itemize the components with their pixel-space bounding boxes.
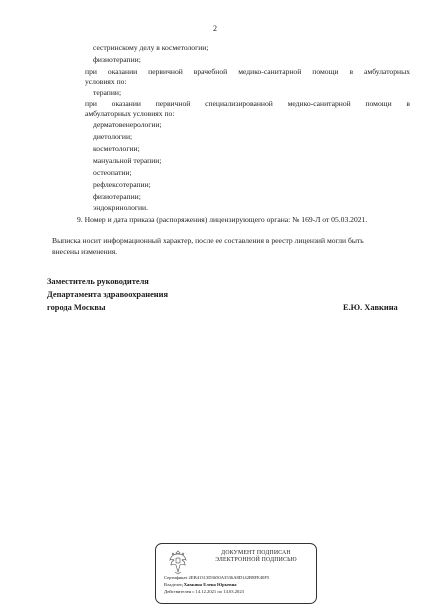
- stamp-owner: Владелец Хавкина Елена Юрьевна: [164, 582, 237, 587]
- coat-of-arms-icon: [167, 548, 189, 576]
- primary-care-heading: при оказании первичной врачебной медико-санитарной помощи в амбулаторных: [85, 67, 410, 76]
- list-item: эндокринологии.: [93, 203, 149, 212]
- signatory-name: Е.Ю. Хавкина: [343, 303, 398, 312]
- stamp-validity: Действителен с 14.12.2021 по 14.03.2023: [164, 589, 244, 594]
- signatory-title: Заместитель руководителя: [47, 277, 149, 286]
- list-item: физиотерапии;: [93, 55, 141, 64]
- specialized-care-heading: при оказании первичной специализированной медико-санитарной помощи в: [85, 99, 410, 108]
- list-item: мануальной терапии;: [93, 156, 162, 165]
- list-item: диетологии;: [93, 132, 133, 141]
- stamp-certificate: Сертификат 2EB41313D3650A3536A8D142B8FE40F5: [164, 575, 270, 580]
- notice-line: внесены изменения.: [52, 247, 118, 256]
- e-signature-stamp: [155, 543, 317, 604]
- page-number: 2: [213, 24, 217, 33]
- notice-line: Выписка носит информационный характер, после ее составления в реестр лицензий могли быть: [52, 236, 364, 245]
- list-item: остеопатии;: [93, 168, 132, 177]
- order-info: 9. Номер и дата приказа (распоряжения) лицензирующего органа: № 169-Л от 05.03.2021.: [77, 215, 368, 224]
- specialized-care-heading-cont: амбулаторных условиях по:: [85, 109, 175, 118]
- list-item: терапии;: [93, 88, 122, 97]
- stamp-title: ДОКУМЕНТ ПОДПИСАН ЭЛЕКТРОННОЙ ПОДПИСЬЮ: [215, 550, 297, 563]
- signatory-department: Департамента здравоохранения: [47, 290, 168, 299]
- list-item: физиотерапии;: [93, 192, 141, 201]
- list-item: косметологии;: [93, 144, 140, 153]
- signatory-city: города Москвы: [47, 303, 106, 312]
- primary-care-heading-cont: условиях по:: [85, 77, 127, 86]
- list-item: рефлексотерапии;: [93, 180, 151, 189]
- list-item: дерматовенерологии;: [93, 120, 162, 129]
- list-item: сестринскому делу в косметологии;: [93, 43, 209, 52]
